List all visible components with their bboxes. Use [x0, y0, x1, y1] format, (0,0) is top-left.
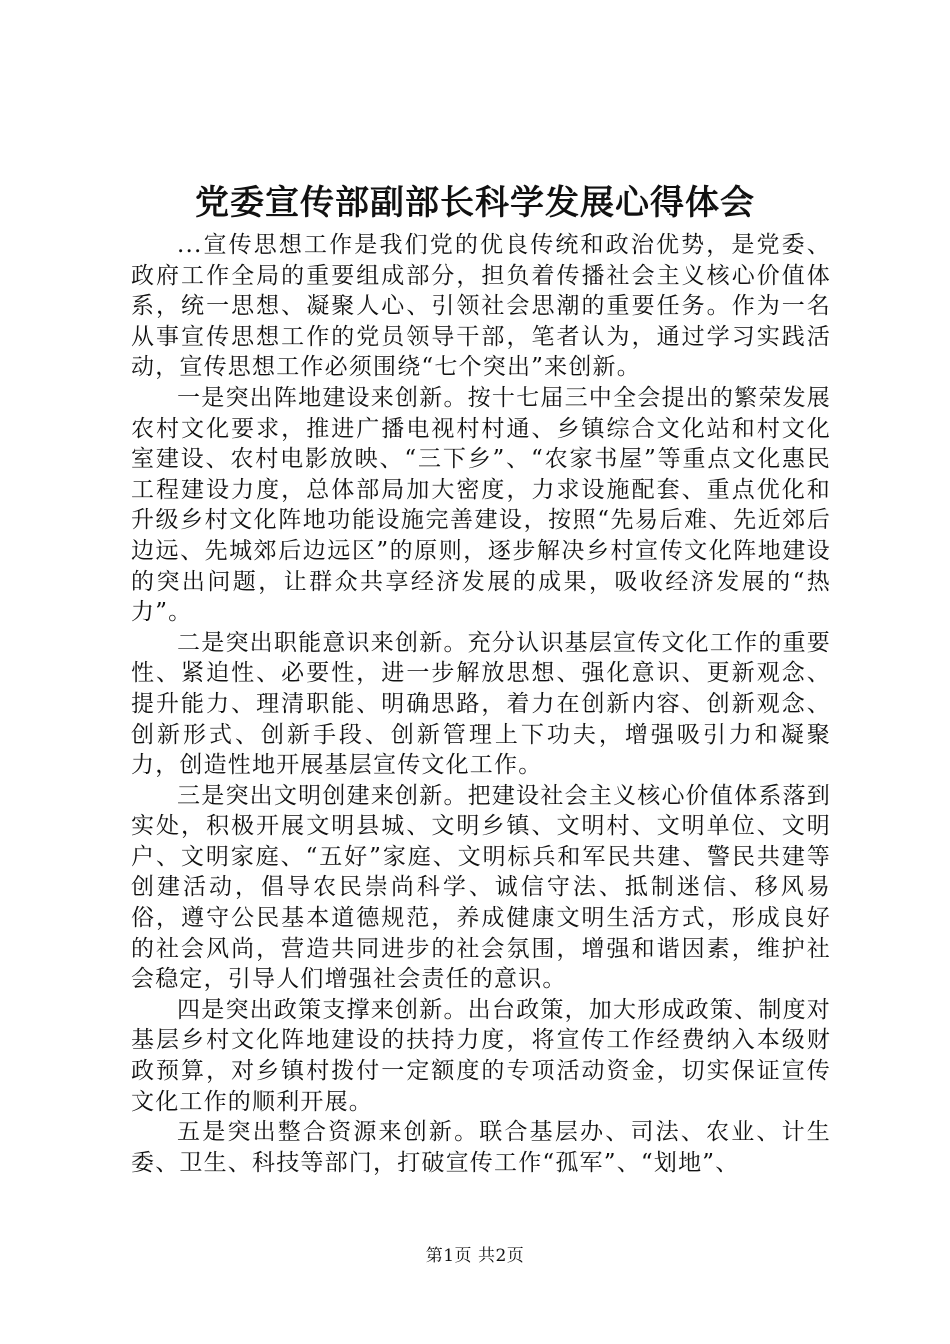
paragraph-intro: ...宣传思想工作是我们党的优良传统和政治优势，是党委、政府工作全局的重要组成部分，担负着传播社会主义核心价值体系，统一思想、凝聚人心、引领社会思潮的重要任务。作为一名从事宣传思想工作的党员领导干部，笔者认为，通过学习实践活动，宣传思想工作必须围绕“七个突出”来创新。 [131, 232, 831, 381]
page-number-footer: 第1页 共2页 [425, 1246, 525, 1266]
paragraph-point-3: 三是突出文明创建来创新。把建设社会主义核心价值体系落到实处，积极开展文明县城、文明乡镇、文明村、文明单位、文明户、文明家庭、“五好”家庭、文明标兵和军民共建、警民共建等创建活动，倡导农民崇尚科学、诚信守法、抵制迷信、移风易俗，遵守公民基本道德规范，养成健康文明生活方式，形成良好的社会风尚，营造共同进步的社会氛围，增强和谐因素，维护社会稳定，引导人们增强社会责任的意识。 [131, 782, 831, 993]
paragraph-point-1: 一是突出阵地建设来创新。按十七届三中全会提出的繁荣发展农村文化要求，推进广播电视村村通、乡镇综合文化站和村文化室建设、农村电影放映、“三下乡”、“农家书屋”等重点文化惠民工程建设力度，总体部局加大密度，力求设施配套、重点优化和升级乡村文化阵地功能设施完善建设，按照“先易后难、先近郊后边远、先城郊后边远区”的原则，逐步解决乡村宣传文化阵地建设的突出问题，让群众共享经济发展的成果，吸收经济发展的“热力”。 [131, 384, 831, 626]
paragraph-point-2: 二是突出职能意识来创新。充分认识基层宣传文化工作的重要性、紧迫性、必要性，进一步解放思想、强化意识、更新观念、提升能力、理清职能、明确思路，着力在创新内容、创新观念、创新形式、创新手段、创新管理上下功夫，增强吸引力和凝聚力，创造性地开展基层宣传文化工作。 [131, 629, 831, 779]
document-title: 党委宣传部副部长科学发展心得体会 [195, 183, 755, 223]
document-body [131, 230, 831, 1178]
paragraph-point-4: 四是突出政策支撑来创新。出台政策，加大形成政策、制度对基层乡村文化阵地建设的扶持力度，将宣传工作经费纳入本级财政预算，对乡镇村拨付一定额度的专项活动资金，切实保证宣传文化工作的顺利开展。 [131, 996, 831, 1115]
paragraph-point-5: 五是突出整合资源来创新。联合基层办、司法、农业、计生委、卫生、科技等部门，打破宣传工作“孤军”、“划地”、 [131, 1119, 831, 1176]
